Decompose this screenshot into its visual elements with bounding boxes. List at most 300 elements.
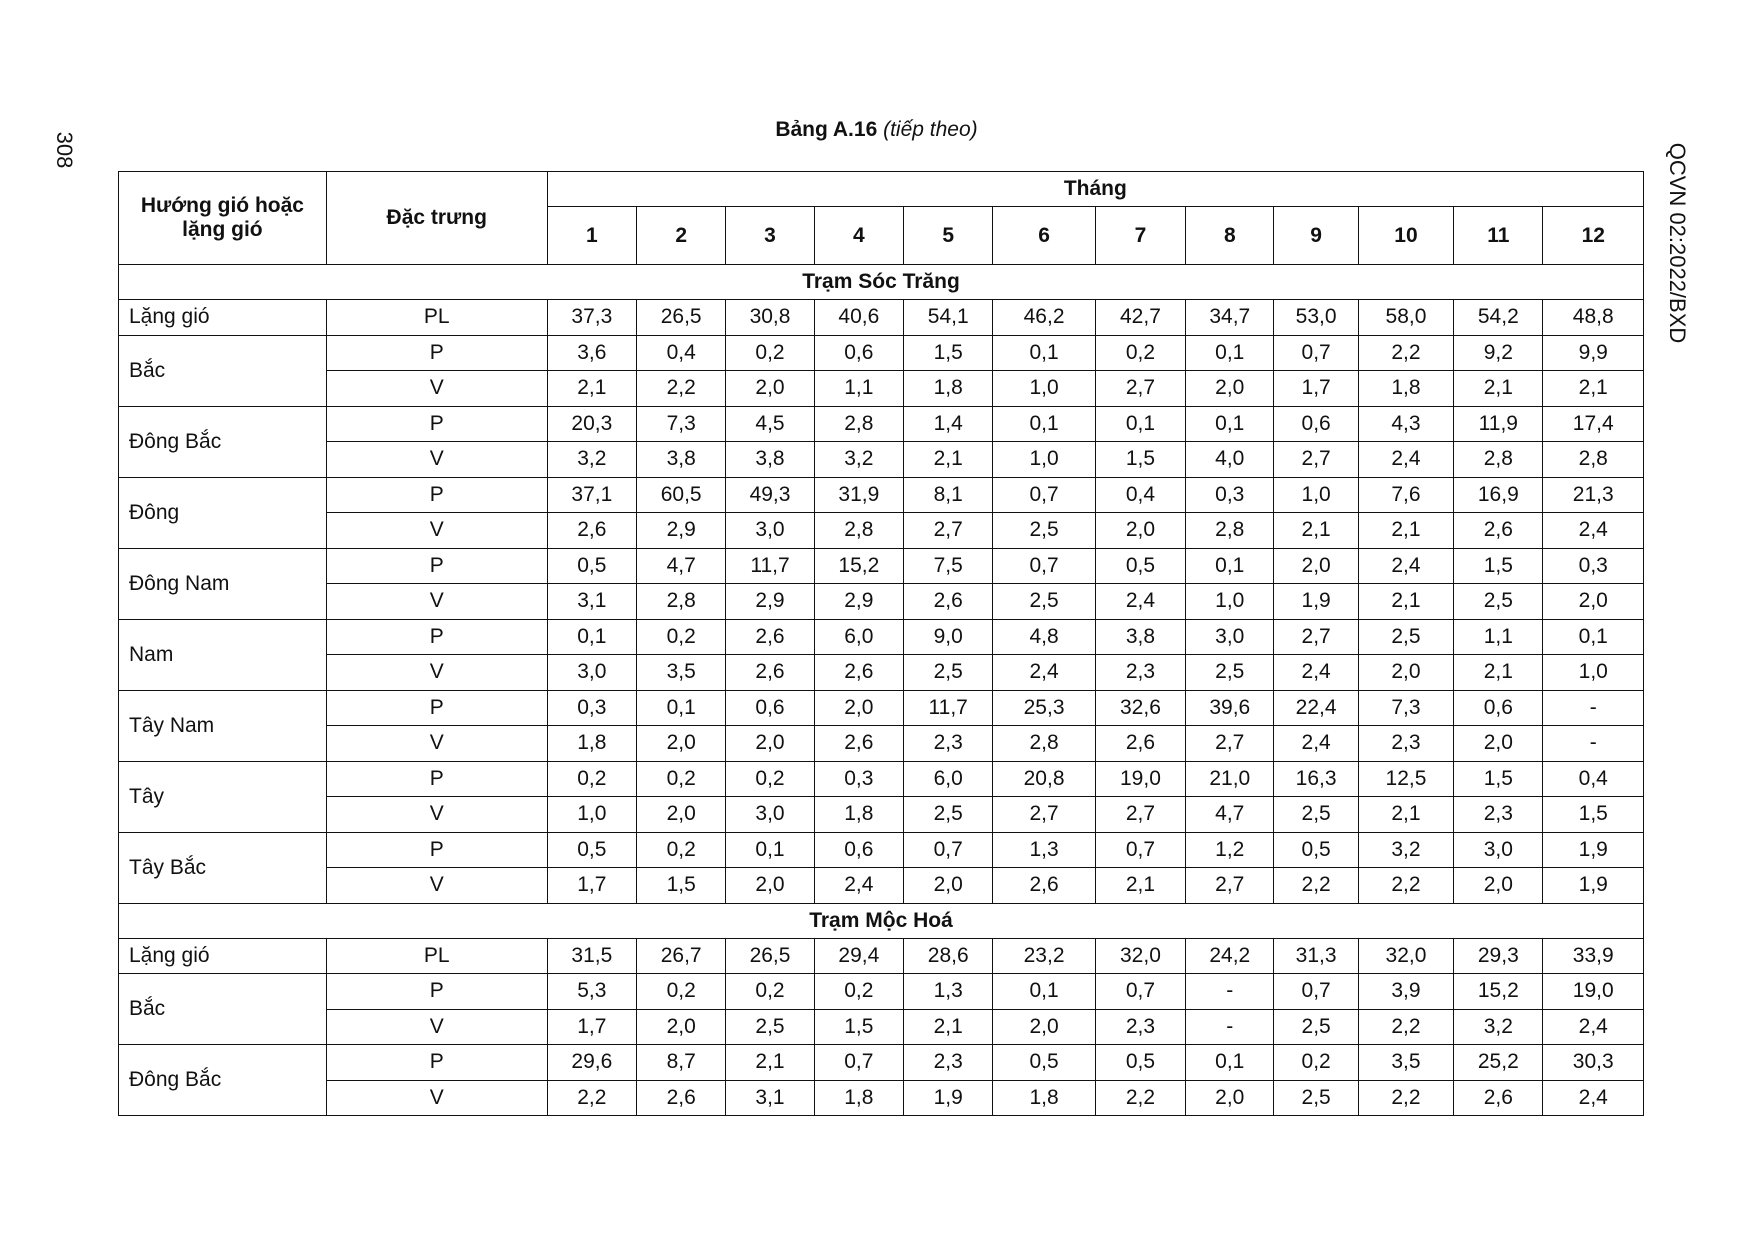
value-cell: 60,5 [637,477,726,513]
value-cell: 8,7 [637,1045,726,1081]
value-cell: 2,8 [1543,442,1644,478]
value-cell: 1,0 [1543,655,1644,691]
value-cell: 0,1 [1095,406,1185,442]
value-cell: 0,2 [814,974,903,1010]
value-cell: 2,0 [1274,548,1358,584]
value-cell: 7,3 [1358,690,1453,726]
value-cell: 2,5 [904,797,993,833]
value-cell: 1,8 [814,1080,903,1116]
value-cell: 26,5 [637,300,726,336]
value-cell: 2,9 [814,584,903,620]
table-header [119,172,1644,265]
value-cell: 2,7 [1095,371,1185,407]
feature-cell: V [326,726,547,762]
value-cell: 1,9 [904,1080,993,1116]
value-cell: 3,8 [1095,619,1185,655]
value-cell: 0,5 [547,832,636,868]
value-cell: 20,8 [993,761,1095,797]
value-cell: 2,5 [1274,797,1358,833]
feature-cell: P [326,761,547,797]
value-cell: 25,3 [993,690,1095,726]
header-month-12: 12 [1543,207,1644,265]
value-cell: 2,8 [1186,513,1274,549]
table-body [119,265,1644,1116]
value-cell: 0,2 [637,619,726,655]
feature-cell: P [326,477,547,513]
value-cell: 2,5 [1274,1080,1358,1116]
value-cell: 1,3 [904,974,993,1010]
value-cell: 2,7 [1186,726,1274,762]
value-cell: 4,8 [993,619,1095,655]
value-cell: 5,3 [547,974,636,1010]
value-cell: 2,8 [993,726,1095,762]
station-name: Trạm Sóc Trăng [119,265,1644,300]
value-cell: 3,6 [547,335,636,371]
value-cell: 2,7 [1274,442,1358,478]
value-cell: 23,2 [993,938,1095,974]
value-cell: 11,9 [1454,406,1543,442]
value-cell: 3,2 [1358,832,1453,868]
value-cell: 0,4 [1095,477,1185,513]
value-cell: 0,3 [814,761,903,797]
feature-cell: P [326,619,547,655]
value-cell: 1,9 [1543,868,1644,904]
page-number: 308 [52,131,77,169]
direction-cell: Tây [119,761,327,832]
value-cell: 3,5 [637,655,726,691]
value-cell: 48,8 [1543,300,1644,336]
value-cell: - [1543,690,1644,726]
feature-cell: V [326,442,547,478]
value-cell: 2,2 [637,371,726,407]
value-cell: 6,0 [814,619,903,655]
value-cell: 32,6 [1095,690,1185,726]
value-cell: 1,8 [1358,371,1453,407]
value-cell: 2,2 [1358,868,1453,904]
value-cell: 2,1 [726,1045,814,1081]
value-cell: 2,0 [1543,584,1644,620]
value-cell: 0,1 [1186,1045,1274,1081]
station-name: Trạm Mộc Hoá [119,903,1644,938]
value-cell: 2,8 [814,406,903,442]
feature-cell: P [326,335,547,371]
header-month-10: 10 [1358,207,1453,265]
value-cell: 2,8 [814,513,903,549]
value-cell: 9,2 [1454,335,1543,371]
value-cell: 3,1 [726,1080,814,1116]
value-cell: 2,4 [1358,442,1453,478]
value-cell: 2,6 [726,655,814,691]
value-cell: 15,2 [1454,974,1543,1010]
value-cell: 1,0 [993,442,1095,478]
value-cell: 54,2 [1454,300,1543,336]
value-cell: 0,3 [1186,477,1274,513]
header-month-9: 9 [1274,207,1358,265]
value-cell: 2,2 [1358,1080,1453,1116]
value-cell: 4,7 [637,548,726,584]
value-cell: 2,0 [726,371,814,407]
value-cell: 2,0 [1358,655,1453,691]
value-cell: 25,2 [1454,1045,1543,1081]
value-cell: 4,7 [1186,797,1274,833]
value-cell: 2,7 [993,797,1095,833]
value-cell: 19,0 [1543,974,1644,1010]
value-cell: 0,6 [814,335,903,371]
value-cell: 1,7 [1274,371,1358,407]
value-cell: 7,3 [637,406,726,442]
value-cell: 1,0 [1186,584,1274,620]
value-cell: 2,6 [547,513,636,549]
value-cell: 3,2 [1454,1009,1543,1045]
value-cell: 2,0 [993,1009,1095,1045]
value-cell: 1,3 [993,832,1095,868]
value-cell: 3,2 [547,442,636,478]
value-cell: 15,2 [814,548,903,584]
value-cell: 2,6 [1095,726,1185,762]
value-cell: 2,0 [1454,726,1543,762]
table-row [119,442,1644,478]
feature-cell: P [326,1045,547,1081]
value-cell: 2,0 [726,726,814,762]
value-cell: 2,4 [993,655,1095,691]
feature-cell: V [326,797,547,833]
table-row [119,406,1644,442]
value-cell: 9,0 [904,619,993,655]
value-cell: 0,2 [637,761,726,797]
value-cell: 2,5 [1274,1009,1358,1045]
table-row [119,690,1644,726]
value-cell: 2,0 [814,690,903,726]
value-cell: 2,7 [1274,619,1358,655]
value-cell: 2,6 [904,584,993,620]
value-cell: 29,4 [814,938,903,974]
value-cell: 16,3 [1274,761,1358,797]
direction-cell: Tây Bắc [119,832,327,903]
value-cell: 2,0 [1186,371,1274,407]
value-cell: 40,6 [814,300,903,336]
value-cell: 32,0 [1095,938,1185,974]
value-cell: 1,7 [547,1009,636,1045]
value-cell: 2,1 [547,371,636,407]
direction-cell: Đông Bắc [119,1045,327,1116]
value-cell: 16,9 [1454,477,1543,513]
feature-cell: P [326,690,547,726]
value-cell: 0,7 [1274,974,1358,1010]
caption-title: Bảng A.16 [775,118,878,141]
value-cell: 2,2 [1358,1009,1453,1045]
value-cell: 2,9 [637,513,726,549]
direction-cell: Lặng gió [119,938,327,974]
value-cell: 2,0 [637,726,726,762]
value-cell: 2,6 [993,868,1095,904]
table-row [119,974,1644,1010]
table-caption [0,118,1753,142]
feature-cell: V [326,371,547,407]
value-cell: 21,0 [1186,761,1274,797]
value-cell: 1,5 [814,1009,903,1045]
value-cell: 0,2 [726,335,814,371]
value-cell: 2,7 [904,513,993,549]
value-cell: 11,7 [726,548,814,584]
value-cell: 2,6 [1454,1080,1543,1116]
value-cell: 2,6 [726,619,814,655]
document-code: QCVN 02:2022/BXD [1665,142,1690,344]
value-cell: 0,2 [1274,1045,1358,1081]
value-cell: 0,1 [1186,406,1274,442]
value-cell: 2,5 [1186,655,1274,691]
value-cell: 2,1 [1454,655,1543,691]
value-cell: 1,4 [904,406,993,442]
header-month-6: 6 [993,207,1095,265]
value-cell: 1,1 [814,371,903,407]
value-cell: 0,7 [993,548,1095,584]
table-row [119,477,1644,513]
value-cell: 0,2 [726,974,814,1010]
value-cell: 29,6 [547,1045,636,1081]
value-cell: 0,1 [726,832,814,868]
value-cell: 2,3 [1095,655,1185,691]
value-cell: 7,6 [1358,477,1453,513]
value-cell: 19,0 [1095,761,1185,797]
value-cell: 0,1 [547,619,636,655]
feature-cell: PL [326,938,547,974]
value-cell: 2,0 [637,1009,726,1045]
value-cell: 0,6 [726,690,814,726]
value-cell: 2,4 [1543,1009,1644,1045]
value-cell: 0,7 [1095,974,1185,1010]
value-cell: 0,5 [547,548,636,584]
table-row [119,1045,1644,1081]
value-cell: 2,4 [1358,548,1453,584]
value-cell: 3,0 [1454,832,1543,868]
header-month-11: 11 [1454,207,1543,265]
direction-cell: Tây Nam [119,690,327,761]
feature-cell: V [326,1080,547,1116]
value-cell: 0,6 [814,832,903,868]
value-cell: 3,0 [726,513,814,549]
header-month: Tháng [547,172,1643,207]
header-month-7: 7 [1095,207,1185,265]
value-cell: 58,0 [1358,300,1453,336]
value-cell: 2,5 [1358,619,1453,655]
value-cell: 29,3 [1454,938,1543,974]
value-cell: 0,7 [904,832,993,868]
value-cell: 37,1 [547,477,636,513]
value-cell: 2,9 [726,584,814,620]
value-cell: 1,1 [1454,619,1543,655]
table-row [119,797,1644,833]
feature-cell: P [326,548,547,584]
table-row [119,513,1644,549]
direction-cell: Đông [119,477,327,548]
value-cell: 1,0 [547,797,636,833]
value-cell: 28,6 [904,938,993,974]
value-cell: 2,5 [993,513,1095,549]
value-cell: 2,8 [1454,442,1543,478]
table-row [119,584,1644,620]
value-cell: 1,5 [1543,797,1644,833]
value-cell: 0,2 [547,761,636,797]
value-cell: 0,5 [1095,1045,1185,1081]
value-cell: 1,8 [904,371,993,407]
value-cell: 0,1 [637,690,726,726]
value-cell: 3,0 [1186,619,1274,655]
value-cell: 2,2 [1358,335,1453,371]
station-row [119,265,1644,300]
value-cell: 3,5 [1358,1045,1453,1081]
value-cell: 12,5 [1358,761,1453,797]
value-cell: 0,2 [637,832,726,868]
value-cell: 2,4 [1095,584,1185,620]
value-cell: 2,5 [1454,584,1543,620]
value-cell: 0,2 [726,761,814,797]
feature-cell: V [326,584,547,620]
direction-cell: Lặng gió [119,300,327,336]
value-cell: 0,1 [993,406,1095,442]
wind-table [118,171,1644,1116]
value-cell: 2,1 [1543,371,1644,407]
value-cell: 0,5 [993,1045,1095,1081]
table-row [119,726,1644,762]
value-cell: 2,1 [1274,513,1358,549]
value-cell: 2,4 [1543,1080,1644,1116]
value-cell: 2,6 [637,1080,726,1116]
value-cell: 2,7 [1186,868,1274,904]
value-cell: 0,7 [993,477,1095,513]
feature-cell: V [326,513,547,549]
value-cell: 1,9 [1274,584,1358,620]
header-month-8: 8 [1186,207,1274,265]
value-cell: 2,8 [637,584,726,620]
value-cell: 2,3 [1454,797,1543,833]
value-cell: 0,7 [814,1045,903,1081]
value-cell: 9,9 [1543,335,1644,371]
value-cell: 0,2 [1095,335,1185,371]
value-cell: 2,0 [1186,1080,1274,1116]
header-month-3: 3 [726,207,814,265]
value-cell: 0,6 [1274,406,1358,442]
value-cell: 2,6 [814,655,903,691]
header-feature: Đặc trưng [326,172,547,265]
value-cell: 2,7 [1095,797,1185,833]
value-cell: 2,6 [1454,513,1543,549]
value-cell: 2,4 [1274,655,1358,691]
feature-cell: V [326,655,547,691]
feature-cell: P [326,974,547,1010]
value-cell: 3,1 [547,584,636,620]
value-cell: 34,7 [1186,300,1274,336]
value-cell: 2,0 [637,797,726,833]
value-cell: 2,0 [904,868,993,904]
value-cell: 1,9 [1543,832,1644,868]
value-cell: 1,5 [1454,761,1543,797]
value-cell: 0,1 [1186,548,1274,584]
value-cell: 2,5 [993,584,1095,620]
value-cell: 33,9 [1543,938,1644,974]
value-cell: 24,2 [1186,938,1274,974]
value-cell: 20,3 [547,406,636,442]
value-cell: 0,2 [637,974,726,1010]
value-cell: 1,5 [637,868,726,904]
table-row [119,832,1644,868]
value-cell: 2,1 [1095,868,1185,904]
header-direction: Hướng gió hoặc lặng gió [119,172,327,265]
value-cell: 2,1 [1454,371,1543,407]
value-cell: 11,7 [904,690,993,726]
value-cell: 3,0 [547,655,636,691]
value-cell: 2,5 [904,655,993,691]
value-cell: 1,8 [993,1080,1095,1116]
value-cell: 2,0 [1095,513,1185,549]
value-cell: 42,7 [1095,300,1185,336]
caption-note: (tiếp theo) [883,118,978,141]
value-cell: 1,5 [1454,548,1543,584]
value-cell: 37,3 [547,300,636,336]
header-month-4: 4 [814,207,903,265]
value-cell: 0,1 [1186,335,1274,371]
table-row [119,548,1644,584]
value-cell: 21,3 [1543,477,1644,513]
value-cell: 26,7 [637,938,726,974]
value-cell: - [1186,974,1274,1010]
value-cell: 3,8 [637,442,726,478]
value-cell: 0,4 [1543,761,1644,797]
value-cell: 3,0 [726,797,814,833]
value-cell: 26,5 [726,938,814,974]
value-cell: 31,5 [547,938,636,974]
value-cell: 4,0 [1186,442,1274,478]
value-cell: 17,4 [1543,406,1644,442]
value-cell: 3,9 [1358,974,1453,1010]
value-cell: 1,5 [1095,442,1185,478]
value-cell: 22,4 [1274,690,1358,726]
value-cell: 7,5 [904,548,993,584]
value-cell: 1,0 [993,371,1095,407]
direction-cell: Bắc [119,335,327,406]
value-cell: 2,2 [1274,868,1358,904]
feature-cell: P [326,832,547,868]
value-cell: 0,1 [993,335,1095,371]
header-month-1: 1 [547,207,636,265]
value-cell: 2,4 [1543,513,1644,549]
table-row [119,1009,1644,1045]
value-cell: 54,1 [904,300,993,336]
table-row [119,655,1644,691]
feature-cell: PL [326,300,547,336]
value-cell: - [1543,726,1644,762]
value-cell: 6,0 [904,761,993,797]
value-cell: 0,5 [1274,832,1358,868]
value-cell: 4,3 [1358,406,1453,442]
value-cell: 0,7 [1095,832,1185,868]
value-cell: 4,5 [726,406,814,442]
value-cell: 3,2 [814,442,903,478]
value-cell: 39,6 [1186,690,1274,726]
value-cell: 2,6 [814,726,903,762]
value-cell: 0,6 [1454,690,1543,726]
feature-cell: P [326,406,547,442]
feature-cell: V [326,868,547,904]
value-cell: 2,4 [814,868,903,904]
value-cell: 0,1 [1543,619,1644,655]
value-cell: 0,3 [547,690,636,726]
direction-cell: Bắc [119,974,327,1045]
value-cell: 1,2 [1186,832,1274,868]
value-cell: 2,1 [904,1009,993,1045]
value-cell: 2,2 [547,1080,636,1116]
value-cell: 0,5 [1095,548,1185,584]
value-cell: 2,1 [904,442,993,478]
